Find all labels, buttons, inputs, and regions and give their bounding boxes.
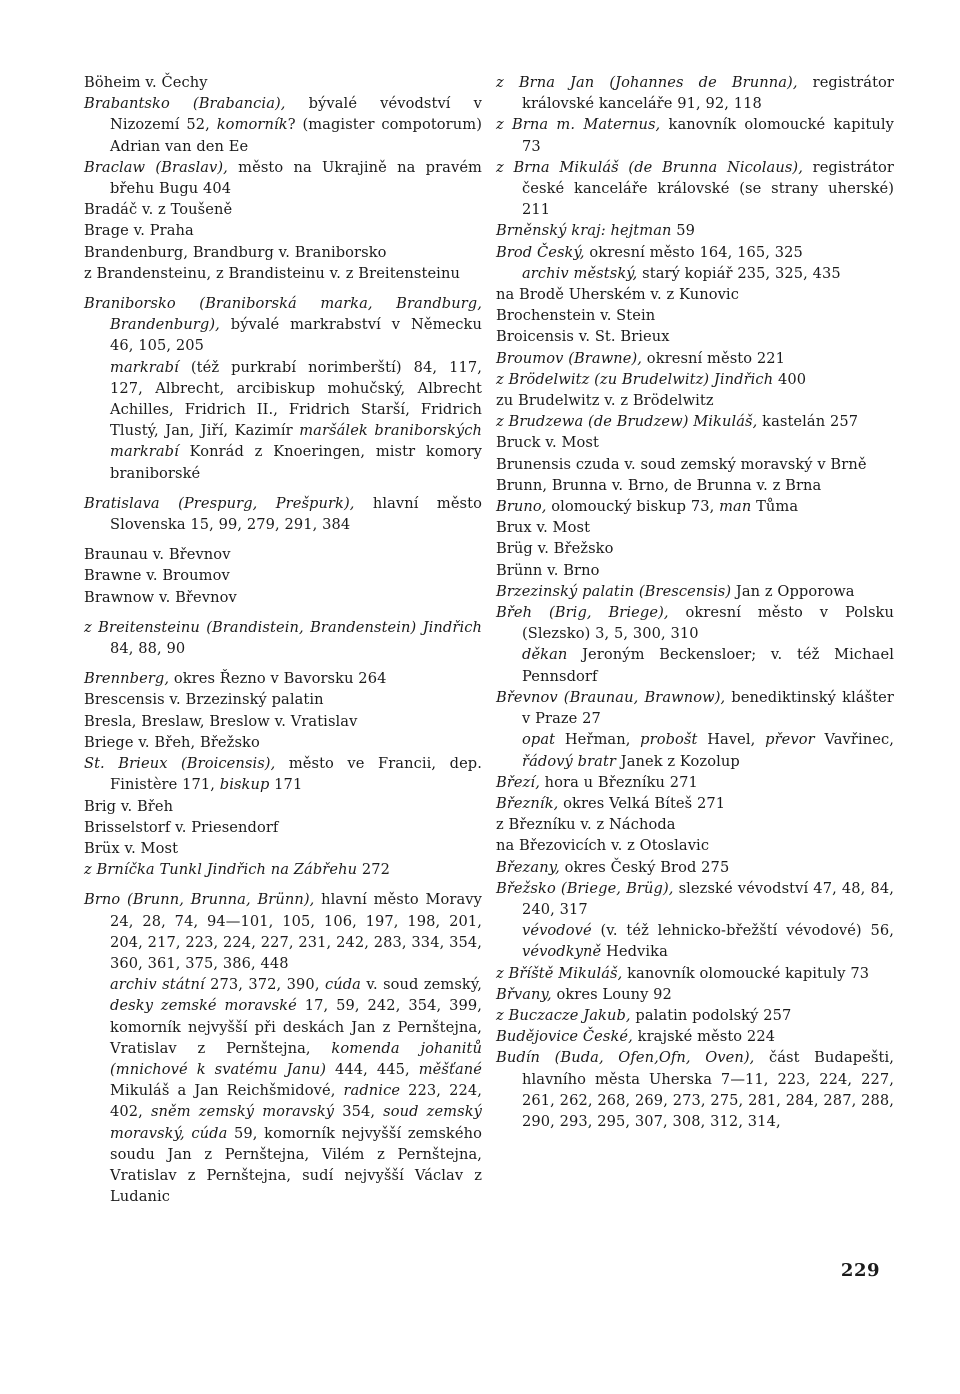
italic-text: Broumov (Brawne),: [496, 349, 643, 367]
italic-text: Brod Český,: [496, 243, 585, 261]
text: Brunensis czuda v. soud zemský moravský v Brně: [496, 455, 867, 473]
italic-text: z Brna Jan (Johannes de Brunna),: [496, 74, 798, 91]
text: hlavní město Slovenska 15, 99, 279, 291, 384: [110, 494, 482, 534]
index-entry: [84, 668, 482, 689]
index-entry: [496, 411, 894, 432]
text: 400: [773, 370, 807, 388]
text: Brisselstorf v. Priesendorf: [84, 818, 279, 836]
italic-text: z Bříště Mikuláš,: [496, 964, 623, 982]
text: bývalé vévodství v Nizozemí 52,: [110, 95, 482, 134]
index-entry: [84, 220, 482, 241]
italic-text: radnice: [343, 1082, 401, 1100]
index-entry: [84, 617, 482, 659]
text: okresní město 164, 165, 325: [584, 243, 803, 261]
text: 273, 372, 390,: [204, 976, 325, 994]
text: registrátor královské kanceláře 91, 92, 118: [522, 74, 894, 113]
text: v. soud zemský,: [360, 976, 482, 994]
text: kastelán 257: [757, 413, 859, 431]
right-column: [496, 72, 894, 1132]
index-entry: [84, 753, 482, 795]
index-entry: [84, 565, 482, 586]
index-entry: [84, 838, 482, 859]
index-entry: [496, 496, 894, 517]
index-entry: [496, 538, 894, 559]
italic-text: z Brödelwitz (zu Brudelwitz) Jindřich: [496, 370, 774, 388]
text: město ve Francii, dep. Finistère 171,: [110, 755, 482, 794]
index-entry: [496, 1005, 894, 1026]
text: Brandenburg, Brandburg v. Braniborsko: [84, 243, 387, 261]
italic-text: maršálek braniborských markrabí: [110, 422, 483, 461]
italic-text: opat: [522, 731, 556, 749]
italic-text: Břevnov (Braunau, Brawnow),: [496, 688, 726, 706]
text: Brünn v. Brno: [496, 561, 600, 579]
italic-text: komorník: [216, 116, 288, 134]
left-column: [84, 72, 482, 1207]
page-number: 229: [840, 1260, 880, 1281]
text: na Brodě Uherském v. z Kunovic: [496, 286, 739, 304]
index-entry: [496, 432, 894, 453]
index-entry: [84, 817, 482, 838]
italic-text: markrabí: [110, 358, 179, 376]
text: Mikuláš a Jan Reichšmidové,: [110, 1082, 344, 1100]
index-entry: [496, 878, 894, 920]
text: 59: [671, 222, 696, 240]
text: Vavřinec,: [814, 731, 894, 749]
text: ? (magister compotorum) Adrian van den Ee: [110, 116, 482, 155]
index-entry: [84, 93, 482, 157]
italic-text: Březí,: [496, 773, 540, 791]
italic-text: sněm zemský moravský: [150, 1103, 335, 1121]
italic-text: řádový bratr: [522, 752, 616, 770]
text: registrátor české kanceláře královské (se strany uherské) 211: [522, 158, 894, 219]
italic-text: z Brníčka Tunkl Jindřich na Zábřehu: [84, 861, 358, 879]
italic-text: Braniborsko (Braniborská marka, Brandburg, Brandenburg),: [84, 295, 482, 334]
text: slezské vévodství 47, 48, 84, 240, 317: [522, 879, 894, 918]
text: braniborské: [110, 464, 201, 482]
italic-text: Brněnský kraj: hejtman: [496, 222, 672, 240]
italic-text: St. Brieux (Broicensis),: [84, 755, 276, 773]
index-entry: [496, 963, 894, 984]
text: Janek z Kozolup: [616, 752, 740, 770]
italic-text: z Brna Mikuláš (de Brunna Nicolaus),: [496, 158, 803, 176]
italic-text: Brabantsko (Brabancia),: [84, 95, 286, 113]
text: hora u Březníku 271: [539, 773, 698, 791]
text: Bruck v. Most: [496, 434, 599, 452]
index-entry: [496, 390, 894, 411]
index-entry: [496, 560, 894, 581]
italic-text: biskup: [219, 776, 270, 794]
italic-text: archiv městský,: [522, 264, 638, 282]
italic-text: man: [719, 498, 752, 516]
index-entry: [496, 772, 894, 793]
text: z Brandensteinu, z Brandisteinu v. z Breitensteinu: [84, 264, 460, 282]
text: Jeroným Beckensloer; v. též Michael Pennsdorf: [522, 646, 894, 685]
text: okres Český Brod 275: [559, 858, 730, 876]
text: Tůma: [751, 498, 799, 516]
text: Brage v. Praha: [84, 222, 194, 240]
italic-text: z Breitensteinu (Brandistein, Brandenstein) Jindřich: [84, 618, 482, 636]
text: zu Brudelwitz v. z Brödelwitz: [496, 392, 714, 410]
italic-text: Bratislava (Prespurg, Prešpurk),: [84, 494, 355, 512]
index-entry: [496, 326, 894, 347]
index-entry: [496, 1026, 894, 1047]
text: 84, 88, 90: [110, 640, 186, 658]
text: město na Ukrajině na pravém břehu Bugu 404: [110, 158, 482, 198]
italic-text: z Brudzewa (de Brudzew) Mikuláš,: [496, 413, 758, 431]
text: (v. též lehnicko-břežští vévodové) 56,: [591, 922, 894, 940]
index-entry: [84, 199, 482, 220]
italic-text: Budějovice České,: [496, 1028, 633, 1046]
index-entry: [496, 1047, 894, 1132]
text: Bresla, Breslaw, Breslow v. Vratislav: [84, 712, 358, 730]
text: 354,: [334, 1103, 384, 1121]
text: Brochenstein v. Stein: [496, 307, 656, 325]
text: Brig v. Břeh: [84, 797, 174, 815]
text: část Budapešti, hlavního města Uherska 7—11, 223, 224, 227, 261, 262, 268, 269, 273, 275, 281, 284, 287, 288, 290, 293, 295, 307, 308, 312, 314,: [522, 1049, 894, 1130]
text: Brawnow v. Břevnov: [84, 588, 237, 606]
text: Jan z Opporowa: [731, 582, 855, 600]
index-entry: [496, 793, 894, 814]
text: z Březníku v. z Náchoda: [496, 816, 676, 834]
italic-text: Břvany,: [496, 985, 552, 1003]
index-entry: [84, 689, 482, 710]
italic-text: soud zemský moravský, cúda: [110, 1103, 482, 1142]
index-subentry: [496, 263, 894, 284]
text: Brescensis v. Brzezinský palatin: [84, 691, 324, 709]
text: Konrád z Knoeringen,: [178, 443, 376, 461]
italic-text: děkan: [522, 646, 568, 664]
italic-text: Brno (Brunn, Brunna, Brünn),: [84, 891, 315, 909]
text: palatin podolský 257: [630, 1006, 792, 1024]
index-entry: [84, 732, 482, 753]
index-entry: [496, 517, 894, 538]
text: Broicensis v. St. Brieux: [496, 328, 670, 346]
index-entry: [496, 602, 894, 644]
index-entry: [496, 984, 894, 1005]
italic-text: z Brna m. Maternus,: [496, 116, 661, 134]
index-subentry: [496, 729, 894, 771]
text: 223, 224, 402,: [110, 1082, 482, 1121]
text: Havel,: [697, 731, 766, 749]
index-entry: [84, 493, 482, 535]
text: 171: [269, 776, 303, 794]
text: okres Řezno v Bavorsku 264: [169, 670, 387, 688]
index-entry: [84, 242, 482, 263]
text: 272: [357, 861, 390, 879]
index-entry: [496, 835, 894, 856]
text: Brüx v. Most: [84, 839, 179, 857]
italic-text: cúda: [324, 976, 361, 994]
text: hlavní město Moravy 24, 28, 74, 94—101, 105, 106, 197, 198, 201, 204, 217, 223, 224, 227, 231, 242, 283, 334, 354, 360, 361, 375, 386, 448: [110, 891, 482, 972]
index-entry: [496, 475, 894, 496]
text: Brux v. Most: [496, 519, 591, 537]
index-entry: [496, 72, 894, 114]
index-entry: [496, 687, 894, 729]
italic-text: Bruno,: [496, 498, 547, 516]
text: 444, 445,: [326, 1060, 419, 1078]
italic-text: vévodkyně: [522, 943, 602, 961]
index-entry: [496, 305, 894, 326]
index-entry: [496, 581, 894, 602]
text: 59, komorník nejvyšší zemského soudu Jan z Pernštejna, Vilém z Pernštejna, Vratislav z Pernštejna, sudí nejvyšší Václav z Ludanic: [110, 1124, 482, 1206]
index-entry: [496, 857, 894, 878]
text: benediktinský klášter v Praze 27: [522, 688, 894, 728]
italic-text: vévodové: [522, 922, 592, 940]
text: krajské město 224: [632, 1028, 776, 1046]
index-entry: [84, 263, 482, 284]
italic-text: archiv státní: [110, 976, 205, 994]
text: okres Louny 92: [551, 985, 672, 1003]
text: 17, 59, 242, 354, 399, komorník nejvyšší při deskách Jan z Pernštejna, Vratislav z Pernštejna,: [110, 997, 482, 1057]
italic-text: měšťané: [418, 1060, 482, 1078]
text: Böheim v. Čechy: [84, 74, 208, 91]
italic-text: Budín (Buda, Ofen,Ofn, Oven),: [496, 1049, 755, 1067]
text: mistr komory: [375, 443, 482, 461]
index-subentry: [496, 920, 894, 962]
index-subentry: [496, 644, 894, 686]
text: okresní město v Polsku (Slezsko) 3, 5, 300, 310: [522, 604, 894, 643]
index-entry: [84, 587, 482, 608]
italic-text: z Buczacze Jakub,: [496, 1006, 631, 1024]
index-entry: [496, 814, 894, 835]
italic-text: probošt: [640, 731, 698, 749]
index-entry: [84, 544, 482, 565]
italic-text: Brennberg,: [84, 670, 170, 688]
text: Braunau v. Břevnov: [84, 546, 231, 564]
text: okres Velká Bíteš 271: [558, 794, 726, 812]
index-entry: [84, 72, 482, 93]
text: na Březovicích v. z Otoslavic: [496, 837, 710, 855]
index-subentry: [84, 974, 482, 1207]
italic-text: Březany,: [496, 858, 560, 876]
italic-text: Březník,: [496, 794, 559, 812]
index-entry: [84, 293, 482, 357]
index-subentry: [84, 357, 482, 484]
text: starý kopiář 235, 325, 435: [637, 264, 841, 282]
text: Briege v. Břeh, Břežsko: [84, 733, 260, 751]
text: Hedvika: [601, 943, 668, 961]
text: okresní město 221: [642, 349, 786, 367]
index-entry: [84, 796, 482, 817]
italic-text: převor: [765, 731, 815, 749]
text: olomoucký biskup 73,: [546, 498, 720, 516]
text: Brüg v. Břežsko: [496, 540, 614, 558]
text: Heřman,: [555, 731, 641, 749]
index-entry: [84, 889, 482, 974]
text: Brunn, Brunna v. Brno, de Brunna v. z Brna: [496, 476, 822, 494]
index-entry: [84, 859, 482, 880]
text: kanovník olomoucké kapituly 73: [622, 964, 870, 982]
italic-text: komenda johanitů (mnichové k svatému Janu): [110, 1039, 482, 1078]
index-entry: [84, 157, 482, 199]
italic-text: desky zemské moravské: [110, 997, 297, 1015]
italic-text: Břeh (Brig, Briege),: [496, 604, 669, 622]
italic-text: Braclaw (Braslav),: [84, 158, 228, 176]
index-entry: [496, 369, 894, 390]
index-entry: [84, 711, 482, 732]
index-entry: [496, 284, 894, 305]
text: (též purkrabí norimberští) 84, 117, 127, Albrecht, arcibiskup mohučský, Albrecht Achilles, Fridrich II., Fridrich Starší, Fridrich Tlustý, Jan, Jiří, Kazimír: [110, 358, 482, 440]
index-entry: [496, 114, 894, 156]
text: bývalé markrabství v Německu 46, 105, 205: [110, 316, 482, 355]
index-entry: [496, 348, 894, 369]
index-entry: [496, 242, 894, 263]
index-entry: [496, 454, 894, 475]
text: Bradáč v. z Toušeně: [84, 201, 233, 219]
index-entry: [496, 220, 894, 241]
text: Brawne v. Broumov: [84, 567, 230, 585]
text: kanovník olomoucké kapituly 73: [522, 116, 894, 155]
italic-text: Břežsko (Briege, Brüg),: [496, 879, 674, 897]
italic-text: Brzezinský palatin (Brescensis): [496, 582, 732, 600]
index-entry: [496, 157, 894, 221]
